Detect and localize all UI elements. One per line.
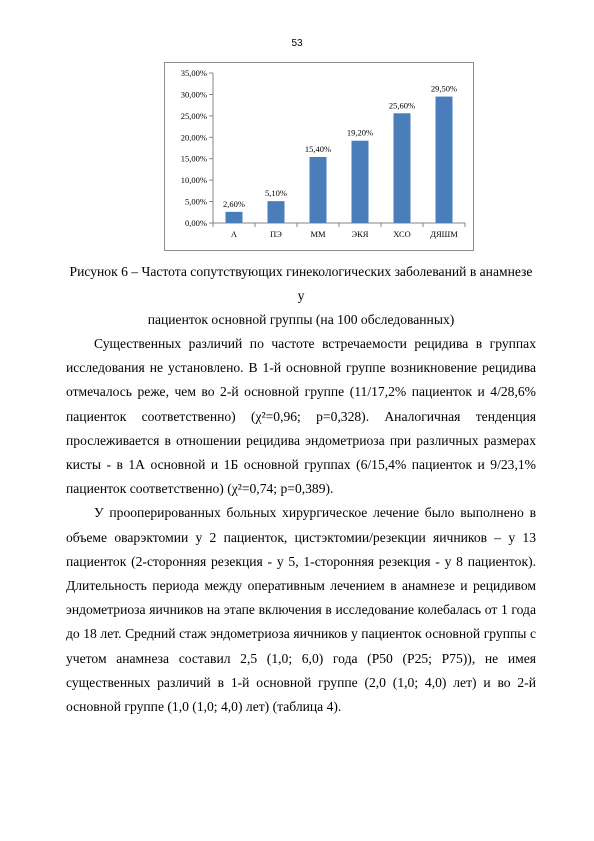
bar (268, 201, 285, 223)
data-label: 5,10% (265, 188, 287, 199)
page-number: 53 (291, 38, 303, 49)
x-tick-label: ЭКЯ (351, 229, 369, 239)
y-tick-label: 0,00% (185, 218, 207, 228)
y-tick-label: 20,00% (180, 132, 207, 143)
data-label: 19,20% (346, 127, 374, 138)
bar (436, 97, 453, 223)
data-label: 25,60% (388, 100, 416, 111)
x-tick-label: А (230, 229, 238, 239)
figure-caption-line-1: Рисунок 6 – Частота сопутствующих гинекологических заболеваний в анамнезе у (69, 264, 533, 303)
x-tick-label: ММ (310, 229, 326, 239)
figure-caption (66, 260, 536, 332)
x-tick-label: ДЯШМ (430, 229, 458, 239)
y-tick-label: 35,00% (180, 68, 207, 78)
body-text (66, 332, 536, 719)
bar-chart (164, 62, 474, 251)
data-label: 29,50% (430, 83, 458, 94)
y-tick-label: 15,00% (180, 153, 207, 164)
paragraph-1: Существенных различий по частоте встречаемости рецидива в группах исследования не установлено. В 1-й основной группе возникновение рецидива отмечалось реже, чем во 2-й основной группе (11/17,2% пациенток и 4/28,6% пациенток соответственно) (χ²=0,96; р=0,328). Аналогичная тенденция прослеживается в отношении рецидива эндометриоза при различных размерах кисты - в 1А основной и 1Б основной группах (6/15,4% пациенток и 9/23,1% пациенток соответственно) (χ²=0,74; р=0,389). (66, 336, 536, 497)
paragraph-2: У прооперированных больных хирургическое лечение было выполнено в объеме оварэктомии у 2 пациенток, цистэктомии/резекции яичников – у 13 пациенток (2-сторонняя резекция - у 5, 1-сторонняя резекция - у 8 пациенток). Длительность периода между оперативным лечением в анамнезе и рецидивом эндометриоза яичников на этапе включения в исследование колебалась от 1 года до 18 лет. Средний стаж эндометриоза яичников у пациенток основной группы с учетом анамнеза составил 2,5 (1,0; 6,0) года (P50 (P25; P75)), не имея существенных различий в 1-й основной группе (2,0 (1,0; 4,0) лет) и во 2-й основной группе (1,0 (1,0; 4,0) лет) (таблица 4). (66, 505, 536, 715)
y-tick-label: 5,00% (185, 196, 207, 207)
bar (226, 212, 243, 223)
x-tick-label: ПЭ (270, 229, 282, 239)
y-tick-label: 10,00% (180, 175, 207, 186)
bar (310, 157, 327, 223)
x-tick-label: ХСО (393, 229, 411, 239)
data-label: 2,60% (223, 198, 245, 209)
bar-chart-canvas (165, 63, 473, 250)
bar (394, 113, 411, 223)
y-tick-label: 30,00% (180, 89, 207, 100)
y-tick-label: 25,00% (180, 110, 207, 121)
bar (352, 141, 369, 223)
figure-caption-line-2: пациенток основной группы (на 100 обследованных) (147, 312, 455, 327)
data-label: 15,40% (304, 144, 332, 154)
